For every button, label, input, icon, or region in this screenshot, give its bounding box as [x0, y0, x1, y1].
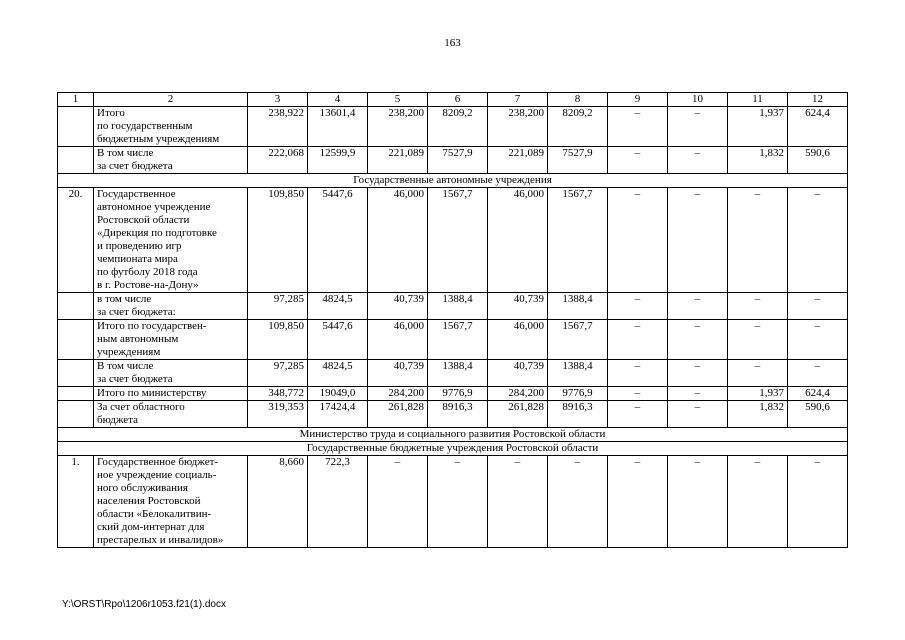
table-cell: 319,353	[248, 401, 308, 428]
column-header: 10	[668, 93, 728, 107]
table-cell: 1567,7	[428, 188, 488, 293]
column-header: 9	[608, 93, 668, 107]
table-cell: –	[788, 360, 848, 387]
table-cell: –	[368, 456, 428, 548]
section-title: Министерство труда и социального развития Ростовской области	[58, 428, 848, 442]
table-cell: –	[668, 107, 728, 147]
row-name: Итого по государствен- ным автономным учреждениям	[94, 320, 248, 360]
table-cell: 8,660	[248, 456, 308, 548]
table-cell: 238,200	[488, 107, 548, 147]
table-cell: 222,068	[248, 147, 308, 174]
table-cell: –	[548, 456, 608, 548]
section-title: Государственные бюджетные учреждения Ростовской области	[58, 442, 848, 456]
table-cell: –	[668, 320, 728, 360]
table-cell: 9776,9	[548, 387, 608, 401]
table-row	[58, 360, 848, 387]
file-path-footer: Y:\ORST\Rpo\1206r1053.f21(1).docx	[62, 599, 226, 610]
table-cell: 97,285	[248, 360, 308, 387]
table-cell: –	[788, 188, 848, 293]
table-cell: 12599,9	[308, 147, 368, 174]
table-cell: 46,000	[368, 188, 428, 293]
table-cell: 348,772	[248, 387, 308, 401]
table-row	[58, 107, 848, 147]
budget-table	[57, 92, 848, 548]
table-cell: 7527,9	[428, 147, 488, 174]
table-cell: –	[728, 188, 788, 293]
table-row	[58, 387, 848, 401]
table-cell: 40,739	[368, 360, 428, 387]
table-cell: 17424,4	[308, 401, 368, 428]
table-cell: –	[728, 320, 788, 360]
row-name: За счет областного бюджета	[94, 401, 248, 428]
table-cell: 722,3	[308, 456, 368, 548]
table-cell: 221,089	[368, 147, 428, 174]
table-cell: 1,832	[728, 401, 788, 428]
table-cell: 19049,0	[308, 387, 368, 401]
table-cell: 284,200	[368, 387, 428, 401]
table-cell: 46,000	[488, 188, 548, 293]
table-cell: –	[728, 293, 788, 320]
table-cell: 8209,2	[548, 107, 608, 147]
row-name: в том числе за счет бюджета:	[94, 293, 248, 320]
table-cell: 284,200	[488, 387, 548, 401]
table-cell: 1,832	[728, 147, 788, 174]
column-header: 12	[788, 93, 848, 107]
table-cell: 1388,4	[548, 360, 608, 387]
table-cell: –	[788, 456, 848, 548]
table-cell: –	[668, 456, 728, 548]
column-header: 2	[94, 93, 248, 107]
column-header: 11	[728, 93, 788, 107]
table-cell: 221,089	[488, 147, 548, 174]
section-header-row	[58, 442, 848, 456]
table-cell: –	[728, 360, 788, 387]
column-header: 5	[368, 93, 428, 107]
table-cell: –	[608, 293, 668, 320]
column-header: 7	[488, 93, 548, 107]
table-cell: 624,4	[788, 107, 848, 147]
table-row	[58, 320, 848, 360]
table-cell: 109,850	[248, 320, 308, 360]
table-cell: 8916,3	[548, 401, 608, 428]
table-cell: 1388,4	[428, 293, 488, 320]
section-header-row	[58, 174, 848, 188]
table-cell: 8209,2	[428, 107, 488, 147]
table-cell: 590,6	[788, 147, 848, 174]
table-cell: 261,828	[368, 401, 428, 428]
table-cell: –	[608, 401, 668, 428]
table-cell: –	[668, 401, 728, 428]
table-cell: –	[668, 188, 728, 293]
row-number	[58, 360, 94, 387]
table-cell: –	[488, 456, 548, 548]
table-cell: 13601,4	[308, 107, 368, 147]
table-cell: 8916,3	[428, 401, 488, 428]
table-cell: 46,000	[368, 320, 428, 360]
row-name: Итого по министерству	[94, 387, 248, 401]
table-cell: 46,000	[488, 320, 548, 360]
table-cell: 1567,7	[428, 320, 488, 360]
table-cell: 7527,9	[548, 147, 608, 174]
table-cell: 238,200	[368, 107, 428, 147]
row-number	[58, 107, 94, 147]
table-cell: –	[608, 456, 668, 548]
row-name: Государственное бюджет- ное учреждение социаль- ного обслуживания населения Ростовской области «Белокалитвин- ский дом-интернат для престарелых и инвалидов»	[94, 456, 248, 548]
table-cell: 97,285	[248, 293, 308, 320]
table-cell: 4824,5	[308, 293, 368, 320]
table-cell: 238,922	[248, 107, 308, 147]
table-body	[58, 93, 848, 548]
table-cell: –	[728, 456, 788, 548]
table-cell: 109,850	[248, 188, 308, 293]
row-number: 20.	[58, 188, 94, 293]
table-cell: 40,739	[368, 293, 428, 320]
table-cell: –	[668, 387, 728, 401]
column-header: 6	[428, 93, 488, 107]
table-cell: –	[608, 107, 668, 147]
table-cell: 9776,9	[428, 387, 488, 401]
table-cell: 5447,6	[308, 188, 368, 293]
table-cell: 624,4	[788, 387, 848, 401]
table-cell: –	[428, 456, 488, 548]
row-name: Итого по государственным бюджетным учреждениям	[94, 107, 248, 147]
table-cell: 590,6	[788, 401, 848, 428]
table-cell: 1,937	[728, 107, 788, 147]
table-cell: 5447,6	[308, 320, 368, 360]
table-row	[58, 456, 848, 548]
row-number	[58, 293, 94, 320]
table-cell: –	[608, 387, 668, 401]
section-header-row	[58, 428, 848, 442]
table-cell: 1567,7	[548, 320, 608, 360]
header-row	[58, 93, 848, 107]
section-title: Государственные автономные учреждения	[58, 174, 848, 188]
table-cell: 1388,4	[548, 293, 608, 320]
column-header: 1	[58, 93, 94, 107]
row-name: Государственное автономное учреждение Ростовской области «Дирекция по подготовке и проведению игр чемпионата мира по футболу 2018 года в г. Ростове-на-Дону»	[94, 188, 248, 293]
column-header: 3	[248, 93, 308, 107]
row-number: 1.	[58, 456, 94, 548]
column-header: 4	[308, 93, 368, 107]
table-cell: –	[788, 293, 848, 320]
table-row	[58, 147, 848, 174]
table-row	[58, 188, 848, 293]
row-name: В том числе за счет бюджета	[94, 147, 248, 174]
table-row	[58, 293, 848, 320]
table-cell: –	[668, 293, 728, 320]
table-cell: –	[608, 360, 668, 387]
table-cell: 1567,7	[548, 188, 608, 293]
table-row	[58, 401, 848, 428]
row-number	[58, 147, 94, 174]
column-header: 8	[548, 93, 608, 107]
table-cell: 40,739	[488, 360, 548, 387]
row-number	[58, 387, 94, 401]
table-cell: 4824,5	[308, 360, 368, 387]
table-cell: –	[608, 320, 668, 360]
table-cell: –	[668, 147, 728, 174]
row-number	[58, 401, 94, 428]
table-cell: –	[788, 320, 848, 360]
row-number	[58, 320, 94, 360]
row-name: В том числе за счет бюджета	[94, 360, 248, 387]
table-cell: –	[608, 147, 668, 174]
table-cell: 1388,4	[428, 360, 488, 387]
page-number: 163	[444, 37, 461, 49]
table-cell: 40,739	[488, 293, 548, 320]
table-cell: –	[668, 360, 728, 387]
table-cell: 1,937	[728, 387, 788, 401]
table-cell: –	[608, 188, 668, 293]
table-cell: 261,828	[488, 401, 548, 428]
